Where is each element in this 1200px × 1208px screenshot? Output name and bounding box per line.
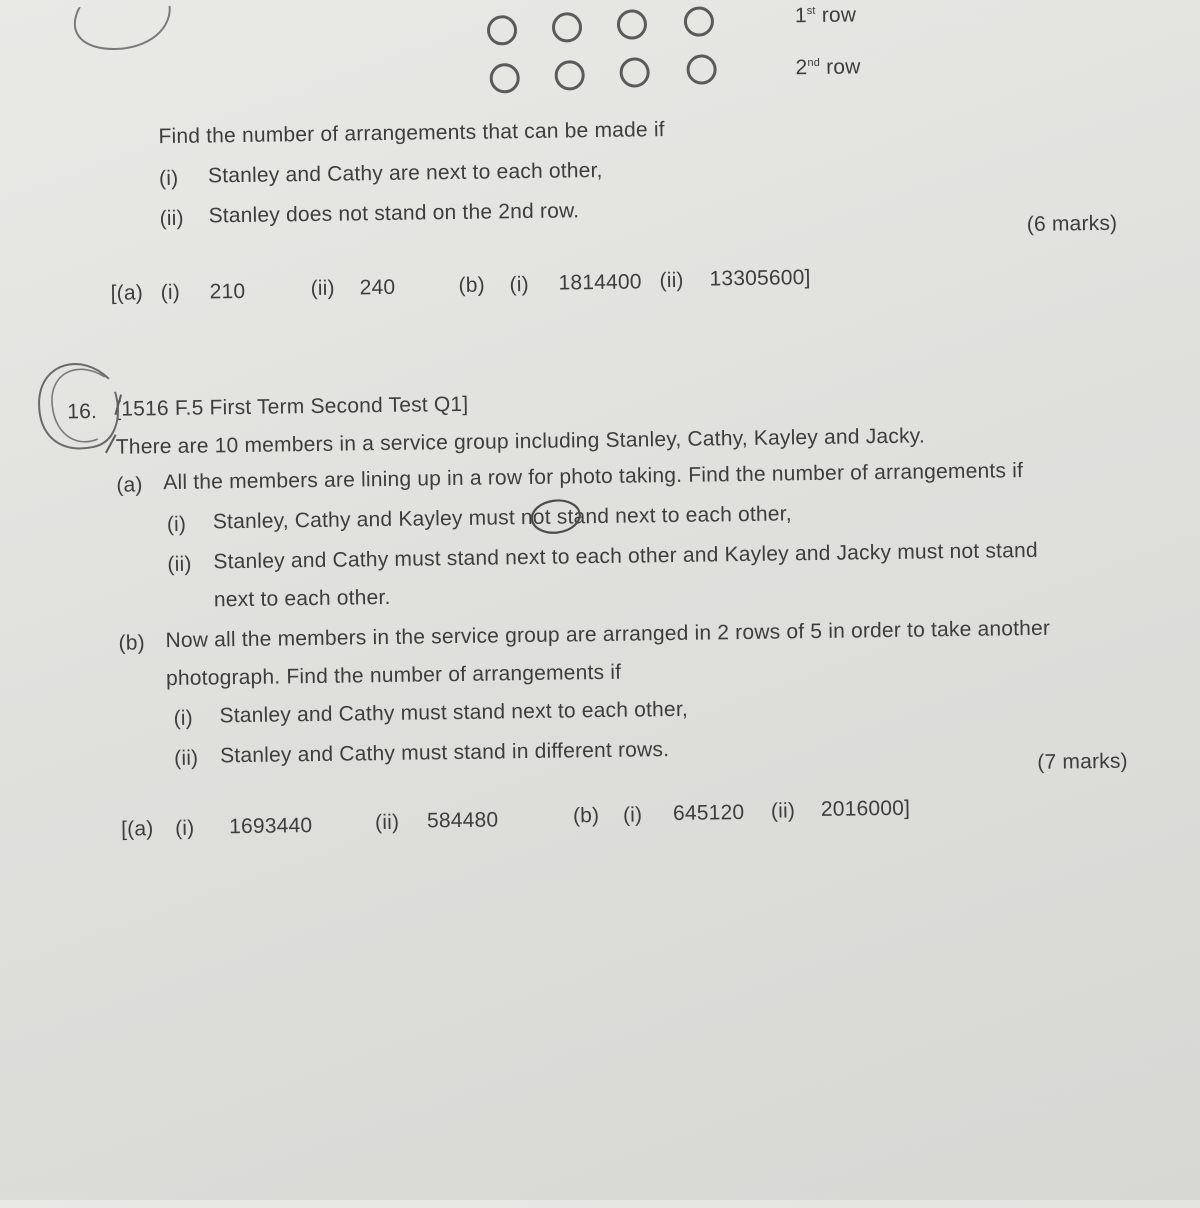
q16-answer-a-i: 1693440 xyxy=(228,814,313,839)
q15-part-i-text: Stanley and Cathy are next to each other, xyxy=(207,158,603,188)
q16-part-a-ii-text-line-2: next to each other. xyxy=(213,585,391,612)
q15-answer-a-ii: 240 xyxy=(359,275,396,300)
q15-answer-b-ii: 13305600] xyxy=(709,266,811,291)
row-1-label: 1st row xyxy=(794,3,857,28)
q16-part-b-text-line-1: Now all the members in the service group are arranged in 2 rows of 5 in order to take another xyxy=(165,616,1051,653)
q16-answer-a-label: [(a) xyxy=(120,817,154,841)
q16-answer-a-ii: 584480 xyxy=(426,808,499,833)
q15-answer-b-i-number: (i) xyxy=(509,272,530,297)
q16-answer-b-i-number: (i) xyxy=(622,803,643,827)
q16-part-b-ii-text: Stanley and Cathy must stand in different rows. xyxy=(219,738,670,768)
seat-circle xyxy=(619,57,649,87)
q16-part-b-i-number: (i) xyxy=(173,706,194,730)
q15-answer-a-i-number: (i) xyxy=(160,280,181,305)
seat-circle xyxy=(617,9,647,39)
q16-intro: There are 10 members in a service group including Stanley, Cathy, Kayley and Jacky. xyxy=(115,424,926,459)
top-left-pencil-arc xyxy=(74,0,170,50)
q16-answer-b-label: (b) xyxy=(572,804,600,828)
seat-circle xyxy=(686,54,716,84)
q16-part-a-i-text: Stanley, Cathy and Kayley must not stand next to each other, xyxy=(212,502,792,534)
q16-part-a-text: All the members are lining up in a row for photo taking. Find the number of arrangements if xyxy=(163,459,1024,495)
q16-part-a-i-number: (i) xyxy=(166,512,187,537)
q16-part-b-i-text: Stanley and Cathy must stand next to each other, xyxy=(219,697,689,728)
q15-answer-a-ii-number: (ii) xyxy=(310,276,335,301)
seat-diagram xyxy=(0,0,1192,80)
q15-answer-b-i: 1814400 xyxy=(558,270,642,295)
seat-circle xyxy=(489,63,519,93)
q15-answer-b-label: (b) xyxy=(458,273,486,297)
q16-part-b-text-line-2: photograph. Find the number of arrangements if xyxy=(165,660,622,691)
q16-part-a-ii-number: (ii) xyxy=(167,552,192,577)
q16-part-b-label: (b) xyxy=(118,631,145,655)
q15-answer-b-ii-number: (ii) xyxy=(659,268,684,293)
q16-part-a-ii-text-line-1: Stanley and Cathy must stand next to each other and Kayley and Jacky must not stand xyxy=(213,538,1038,574)
q16-number: 16. xyxy=(67,400,98,424)
seat-circle xyxy=(684,6,714,36)
q16-source: [1516 F.5 First Term Second Test Q1] xyxy=(115,392,469,421)
q15-part-i-number: (i) xyxy=(158,166,179,191)
seat-circle xyxy=(554,60,584,90)
q16-part-a-label: (a) xyxy=(116,473,143,497)
q16-marks: (7 marks) xyxy=(1037,749,1128,774)
q16-answer-b-i: 645120 xyxy=(672,801,745,826)
q15-answer-a-i: 210 xyxy=(209,279,246,304)
q15-part-ii-text: Stanley does not stand on the 2nd row. xyxy=(208,199,580,228)
seat-circle xyxy=(552,12,582,42)
seat-circle xyxy=(487,15,517,45)
q16-answer-a-i-number: (i) xyxy=(174,816,195,840)
row-2-label: 2nd row xyxy=(795,55,861,80)
q16-answer-b-ii-number: (ii) xyxy=(770,799,796,823)
q15-answer-a-label: [(a) xyxy=(110,281,144,305)
q16-part-b-ii-number: (ii) xyxy=(174,746,199,770)
q16-answer-b-ii: 2016000] xyxy=(820,796,911,821)
q15-marks: (6 marks) xyxy=(1026,211,1118,237)
q15-part-ii-number: (ii) xyxy=(159,206,184,231)
q15-prompt: Find the number of arrangements that can be made if xyxy=(158,118,665,149)
q16-answer-a-ii-number: (ii) xyxy=(374,810,400,835)
